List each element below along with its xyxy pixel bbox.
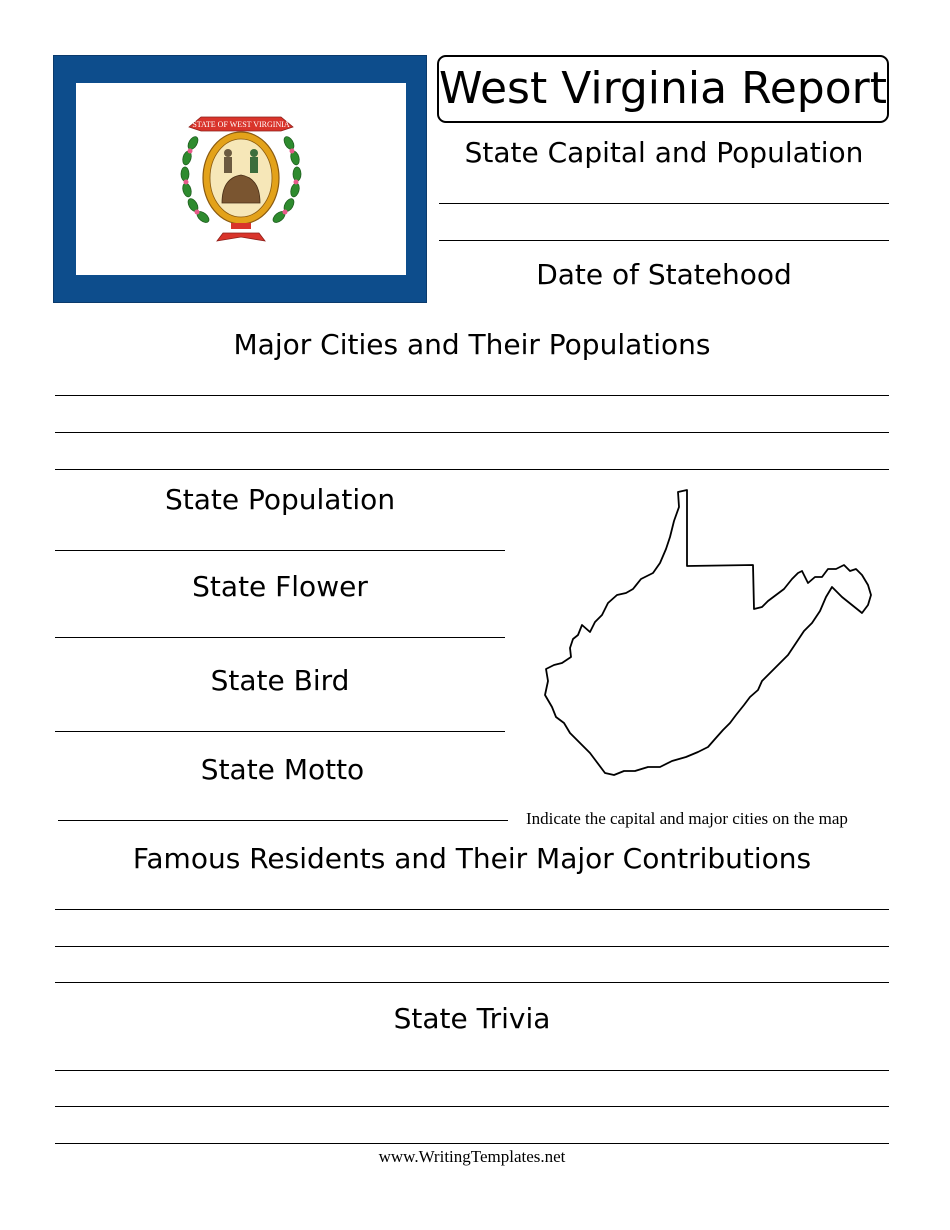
writing-line[interactable] — [439, 203, 889, 204]
heading-state-population: State Population — [164, 483, 396, 516]
writing-line[interactable] — [55, 469, 889, 470]
heading-state-trivia: State Trivia — [393, 1002, 551, 1035]
state-seal-icon — [76, 83, 406, 275]
report-title: West Virginia Report — [439, 63, 887, 114]
writing-line[interactable] — [439, 240, 889, 241]
writing-line[interactable] — [55, 982, 889, 983]
footer-website[interactable]: www.WritingTemplates.net — [378, 1147, 566, 1166]
state-flag — [53, 55, 427, 303]
flag-field — [76, 83, 406, 275]
heading-statehood: Date of Statehood — [536, 258, 792, 291]
heading-state-bird: State Bird — [210, 664, 350, 697]
writing-line[interactable] — [55, 1070, 889, 1071]
map-caption: Indicate the capital and major cities on the map — [526, 809, 848, 828]
seal-banner-text: STATE OF WEST VIRGINIA — [192, 120, 290, 129]
report-title-box — [437, 55, 889, 123]
heading-state-motto: State Motto — [200, 753, 365, 786]
writing-line[interactable] — [55, 637, 505, 638]
heading-major-cities: Major Cities and Their Populations — [233, 328, 711, 361]
heading-capital-population: State Capital and Population — [464, 136, 864, 169]
writing-line[interactable] — [55, 395, 889, 396]
writing-line[interactable] — [55, 1143, 889, 1144]
writing-line[interactable] — [58, 820, 508, 821]
writing-line[interactable] — [55, 731, 505, 732]
writing-line[interactable] — [55, 1106, 889, 1107]
writing-line[interactable] — [55, 909, 889, 910]
writing-line[interactable] — [55, 432, 889, 433]
heading-state-flower: State Flower — [192, 570, 368, 603]
writing-line[interactable] — [55, 550, 505, 551]
heading-famous-residents: Famous Residents and Their Major Contributions — [132, 842, 812, 875]
writing-line[interactable] — [55, 946, 889, 947]
state-outline-map[interactable] — [540, 485, 880, 780]
